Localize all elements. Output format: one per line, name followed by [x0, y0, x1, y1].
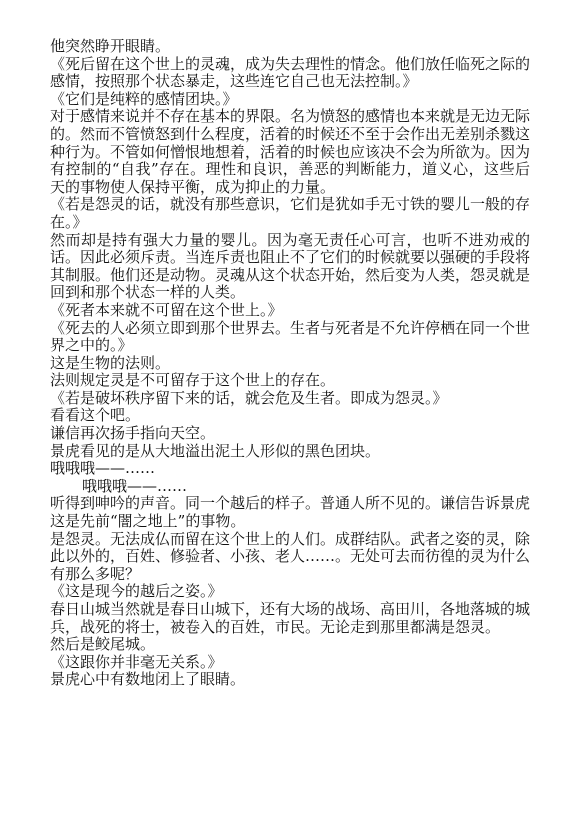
paragraph: 《这跟你并非毫无关系。》 — [50, 652, 223, 671]
paragraph: 他突然睁开眼睛。 — [50, 37, 171, 55]
paragraph: 《若是破坏秩序留下来的话，就会危及生者。即成为怨灵。》 — [50, 388, 448, 407]
paragraph: 然而却是持有强大力量的婴儿。因为毫无责任心可言，也听不进劝戒的话。因此必须斥责。当连斥责也阻止不了它们的时候就要以强硬的手段将其制服。他们还是动物。灵魂从这个状态开始，然后变为人类，怨灵就是回到和那个状态一样的人类。 — [50, 230, 531, 302]
paragraph: 《死去的人必须立即到那个世界去。生者与死者是不允许停栖在同一个世界之中的。》 — [50, 318, 531, 355]
paragraph: 《它们是纯粹的感情团块。》 — [50, 89, 238, 108]
paragraph: 景虎看见的是从大地溢出泥土人形似的黑色团块。 — [50, 441, 381, 460]
paragraph: 对于感情来说并不存在基本的界限。名为愤怒的感情也本来就是无边无际的。然而不管愤怒到什么程度，活着的时候还不至于会作出无差别杀戮这种行为。不管如何憎恨地想着，活着的时候也应该决不会为所欲为。因为有控制的“自我”存在。理性和良识，善恶的判断能力，道义心，这些后天的事物使人保持平衡，成为抑止的力量。 — [50, 107, 531, 196]
paragraph: 然后是鲛尾城。 — [50, 635, 156, 654]
paragraph: 《死者本来就不可留在这个世上。》 — [50, 300, 283, 319]
paragraph-indented: 哦哦哦——…… — [82, 476, 188, 495]
paragraph: 春日山城当然就是春日山城下，还有大场的战场、高田川，各地落城的城兵，战死的将士，被卷入的百姓，市民。无论走到那里都满是怨灵。 — [50, 600, 531, 636]
paragraph: 听得到呻吟的声音。同一个越后的样子。普通人所不见的。谦信告诉景虎这是先前“闇之地上”的事物。 — [50, 494, 531, 531]
page-text — [50, 38, 530, 689]
paragraph: 是怨灵。无法成仏而留在这个世上的人们。成群结队。武者之姿的灵，除此以外的，百姓、修验者、小孩、老人……。无处可去而彷徨的灵为什么有那么多呢？ — [50, 529, 531, 583]
paragraph: 哦哦哦——…… — [50, 459, 156, 478]
paragraph: 法则规定灵是不可留存于这个世上的存在。 — [50, 371, 336, 390]
paragraph: 这是生物的法则。 — [50, 353, 171, 372]
paragraph: 《这是现今的越后之姿。》 — [50, 582, 223, 601]
paragraph: 景虎心中有数地闭上了眼睛。 — [50, 670, 246, 689]
paragraph: 看看这个吧。 — [50, 406, 141, 425]
paragraph: 《若是怨灵的话，就没有那些意识，它们是犹如手无寸铁的婴儿一般的存在。》 — [50, 195, 531, 231]
paragraph: 谦信再次扬手指向天空。 — [50, 424, 216, 443]
paragraph: 《死后留在这个世上的灵魂，成为失去理性的情念。他们放任临死之际的感情，按照那个状态暴走，这些连它自己也无法控制。》 — [50, 54, 531, 91]
